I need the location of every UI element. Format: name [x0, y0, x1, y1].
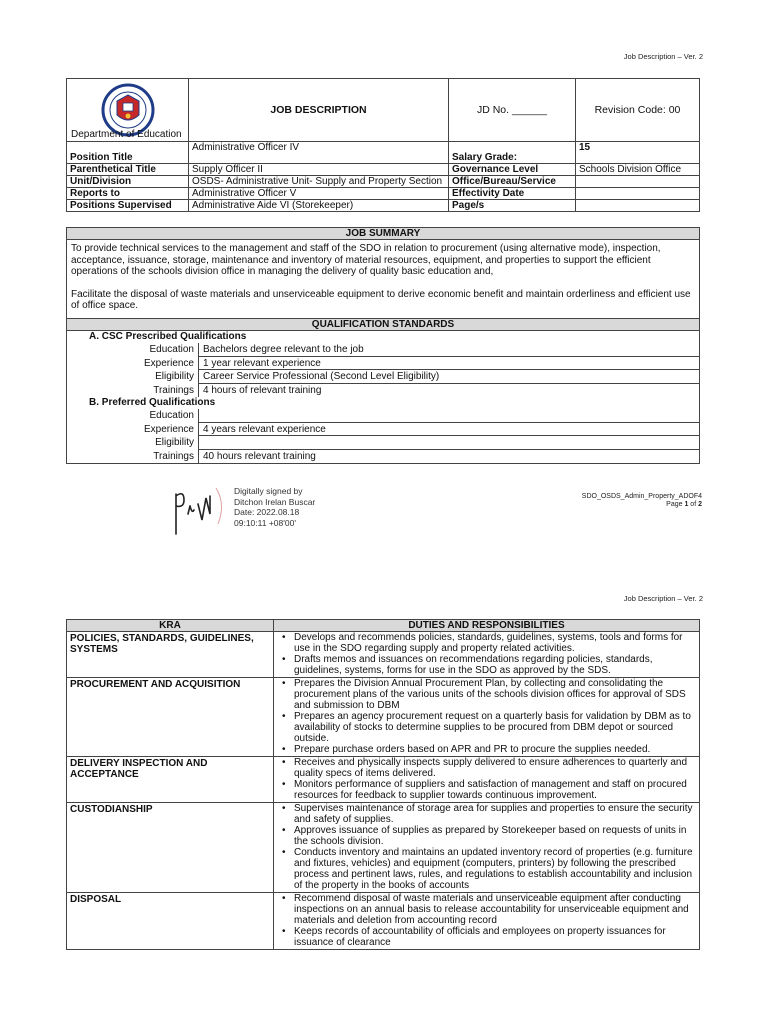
signature-line: 09:10:11 +08'00' [234, 517, 296, 528]
table-row [67, 893, 700, 950]
office-bureau-value [576, 176, 700, 188]
qual-row [67, 409, 699, 423]
qual-value: 1 year relevant experience [199, 357, 699, 371]
document-code: SDO_OSDS_Admin_Property_ADOF4 [581, 493, 702, 500]
duty-item: • Approves issuance of supplies as prepared by Storekeeper based on requests of units in the schools division. [278, 825, 695, 847]
kra-cell: DISPOSAL [67, 893, 274, 950]
signature-line: Date: 2022.08.18 [234, 507, 300, 517]
version-label: Job Description – Ver. 2 [623, 594, 703, 603]
position-title-value: Administrative Officer IV [189, 142, 449, 164]
signature-text [234, 486, 315, 528]
qual-row [67, 357, 699, 371]
salary-grade-value: 15 [576, 142, 700, 164]
pages-value [576, 200, 700, 212]
version-label: Job Description – Ver. 2 [623, 52, 703, 61]
table-row [67, 803, 700, 893]
reports-to-value: Administrative Officer V [189, 188, 449, 200]
qual-label: Eligibility [67, 370, 199, 384]
salary-grade-label: Salary Grade: [449, 142, 576, 164]
duty-item: • Conducts inventory and maintains an updated inventory record of properties (e.g. furniture and fixtures, vehicles) and equipment (computers, printers) by following the prescribed process and pertinent laws, rules, and regulations to establish accountability and inclusion of the property in the books of accounts [278, 847, 695, 891]
positions-supervised-label: Positions Supervised [67, 200, 189, 212]
digital-signature [170, 482, 350, 540]
qual-value: Career Service Professional (Second Level Eligibility) [199, 370, 699, 384]
governance-level-label: Governance Level [449, 164, 576, 176]
unit-division-label: Unit/Division [67, 176, 189, 188]
qual-value [199, 409, 699, 423]
duty-item: • Recommend disposal of waste materials and unserviceable equipment after conducting inspections on an annual basis to release accountability for unserviceable equipment and materials and deletion from accounting record [278, 893, 695, 926]
kra-cell: POLICIES, STANDARDS, GUIDELINES, SYSTEMS [67, 632, 274, 678]
effectivity-date-label: Effectivity Date [449, 188, 576, 200]
department-name: Department of Education [71, 129, 182, 140]
parenthetical-title-label: Parenthetical Title [67, 164, 189, 176]
table-row [67, 678, 700, 757]
qual-row [67, 370, 699, 384]
qual-value [199, 436, 699, 450]
parenthetical-title-value: Supply Officer II [189, 164, 449, 176]
qual-value: 4 hours of relevant training [203, 384, 322, 396]
duties-cell [274, 757, 700, 803]
duty-item: • Keeps records of accountability of officials and employees on property issuances for issuance of clearance [278, 926, 695, 948]
qual-label: Trainings [67, 384, 199, 398]
position-title-label: Position Title [67, 142, 189, 164]
positions-supervised-value: Administrative Aide VI (Storekeeper) [189, 200, 449, 212]
signature-scribble-icon [170, 484, 230, 538]
position-info-table [66, 141, 700, 212]
duties-cell [274, 803, 700, 893]
governance-level-value: Schools Division Office [576, 164, 700, 176]
signature-line: Ditchon Irelan Buscar [234, 496, 316, 507]
duties-cell [274, 678, 700, 757]
duty-item: • Prepare purchase orders based on APR and PR to procure the supplies needed. [278, 744, 695, 755]
qualification-standards-heading: QUALIFICATION STANDARDS [67, 319, 699, 331]
duties-cell [274, 893, 700, 950]
job-summary-heading: JOB SUMMARY [67, 228, 699, 240]
qualification-standards-section [66, 318, 700, 464]
qual-label: Eligibility [67, 436, 199, 450]
qual-label: Experience [67, 423, 199, 437]
signature-line: Digitally signed by [234, 486, 303, 496]
job-summary-body [67, 240, 699, 320]
job-summary-paragraph: To provide technical services to the management and staff of the SDO in relation to procurement (using alternative mode), inspection, acceptance, issuance, storage, maintenance and inventory of material resources, equipment, and properties to support the efficient operations of the schools division office in managing the delivery of quality basic education and, [71, 243, 661, 277]
table-row [67, 632, 700, 678]
qual-row [67, 450, 699, 464]
duty-item: • Monitors performance of suppliers and satisfaction of management and staff on procured resources for feedback to supplier towards continuous improvement. [278, 779, 695, 801]
office-bureau-label: Office/Bureau/Service [449, 176, 576, 188]
kra-cell: DELIVERY INSPECTION AND ACCEPTANCE [67, 757, 274, 803]
duties-column-header: DUTIES AND RESPONSIBILITIES [274, 620, 700, 632]
effectivity-date-value [576, 188, 700, 200]
unit-division-value: OSDS- Administrative Unit- Supply and Property Section [189, 176, 449, 188]
duty-item: • Prepares the Division Annual Procurement Plan, by collecting and consolidating the procurement plans of the various units of the schools division offices for approval of SDS and submission to DBM [278, 678, 695, 711]
job-summary-section [66, 227, 700, 321]
qual-value: 4 years relevant experience [199, 423, 699, 437]
pages-label: Page/s [449, 200, 576, 212]
header-table [66, 78, 700, 142]
page-number: Page 1 of 2 [666, 501, 702, 508]
preferred-qualifications-heading: B. Preferred Qualifications [89, 397, 216, 408]
csc-qualifications-heading: A. CSC Prescribed Qualifications [89, 331, 247, 342]
duty-item: • Prepares an agency procurement request on a quarterly basis for validation by DBM as to availability of stocks to determine supplies to be procured from DBM depot or sourced outside. [278, 711, 695, 744]
qual-row [67, 423, 699, 437]
qual-row [67, 436, 699, 450]
qual-label: Trainings [67, 450, 199, 464]
jd-number: JD No. ______ [449, 79, 576, 142]
logo-cell [67, 79, 189, 142]
qual-label: Experience [67, 357, 199, 371]
kra-duties-table [66, 619, 700, 950]
qual-value: 40 hours relevant training [203, 450, 316, 462]
qual-row [67, 384, 699, 398]
duties-cell [274, 632, 700, 678]
duty-item: • Develops and recommends policies, standards, guidelines, systems, tools and forms for use in the SDO regarding supply and property related activities. [278, 632, 695, 654]
kra-cell: PROCUREMENT AND ACQUISITION [67, 678, 274, 757]
qual-label: Education [67, 343, 199, 357]
reports-to-label: Reports to [67, 188, 189, 200]
duty-item: • Receives and physically inspects supply delivered to ensure adherences to quarterly and quality specs of items delivered. [278, 757, 695, 779]
qual-value: Bachelors degree relevant to the job [199, 343, 699, 357]
page-footer [582, 493, 702, 509]
table-row [67, 757, 700, 803]
qual-label: Education [67, 409, 199, 423]
qual-row [67, 343, 699, 357]
duty-item: • Supervises maintenance of storage area for supplies and properties to ensure the security and safety of supplies. [278, 803, 695, 825]
revision-code: Revision Code: 00 [576, 79, 700, 142]
kra-column-header: KRA [67, 620, 274, 632]
duty-item: • Drafts memos and issuances on recommendations regarding policies, standards, guidelines, systems, forms for use in the SDO as approved by the SDS. [278, 654, 695, 676]
kra-cell: CUSTODIANSHIP [67, 803, 274, 893]
document-title: JOB DESCRIPTION [189, 79, 449, 142]
job-summary-paragraph: Facilitate the disposal of waste materials and unserviceable equipment to derive economic benefit and maintain orderliness and efficient use of office space. [71, 288, 691, 311]
